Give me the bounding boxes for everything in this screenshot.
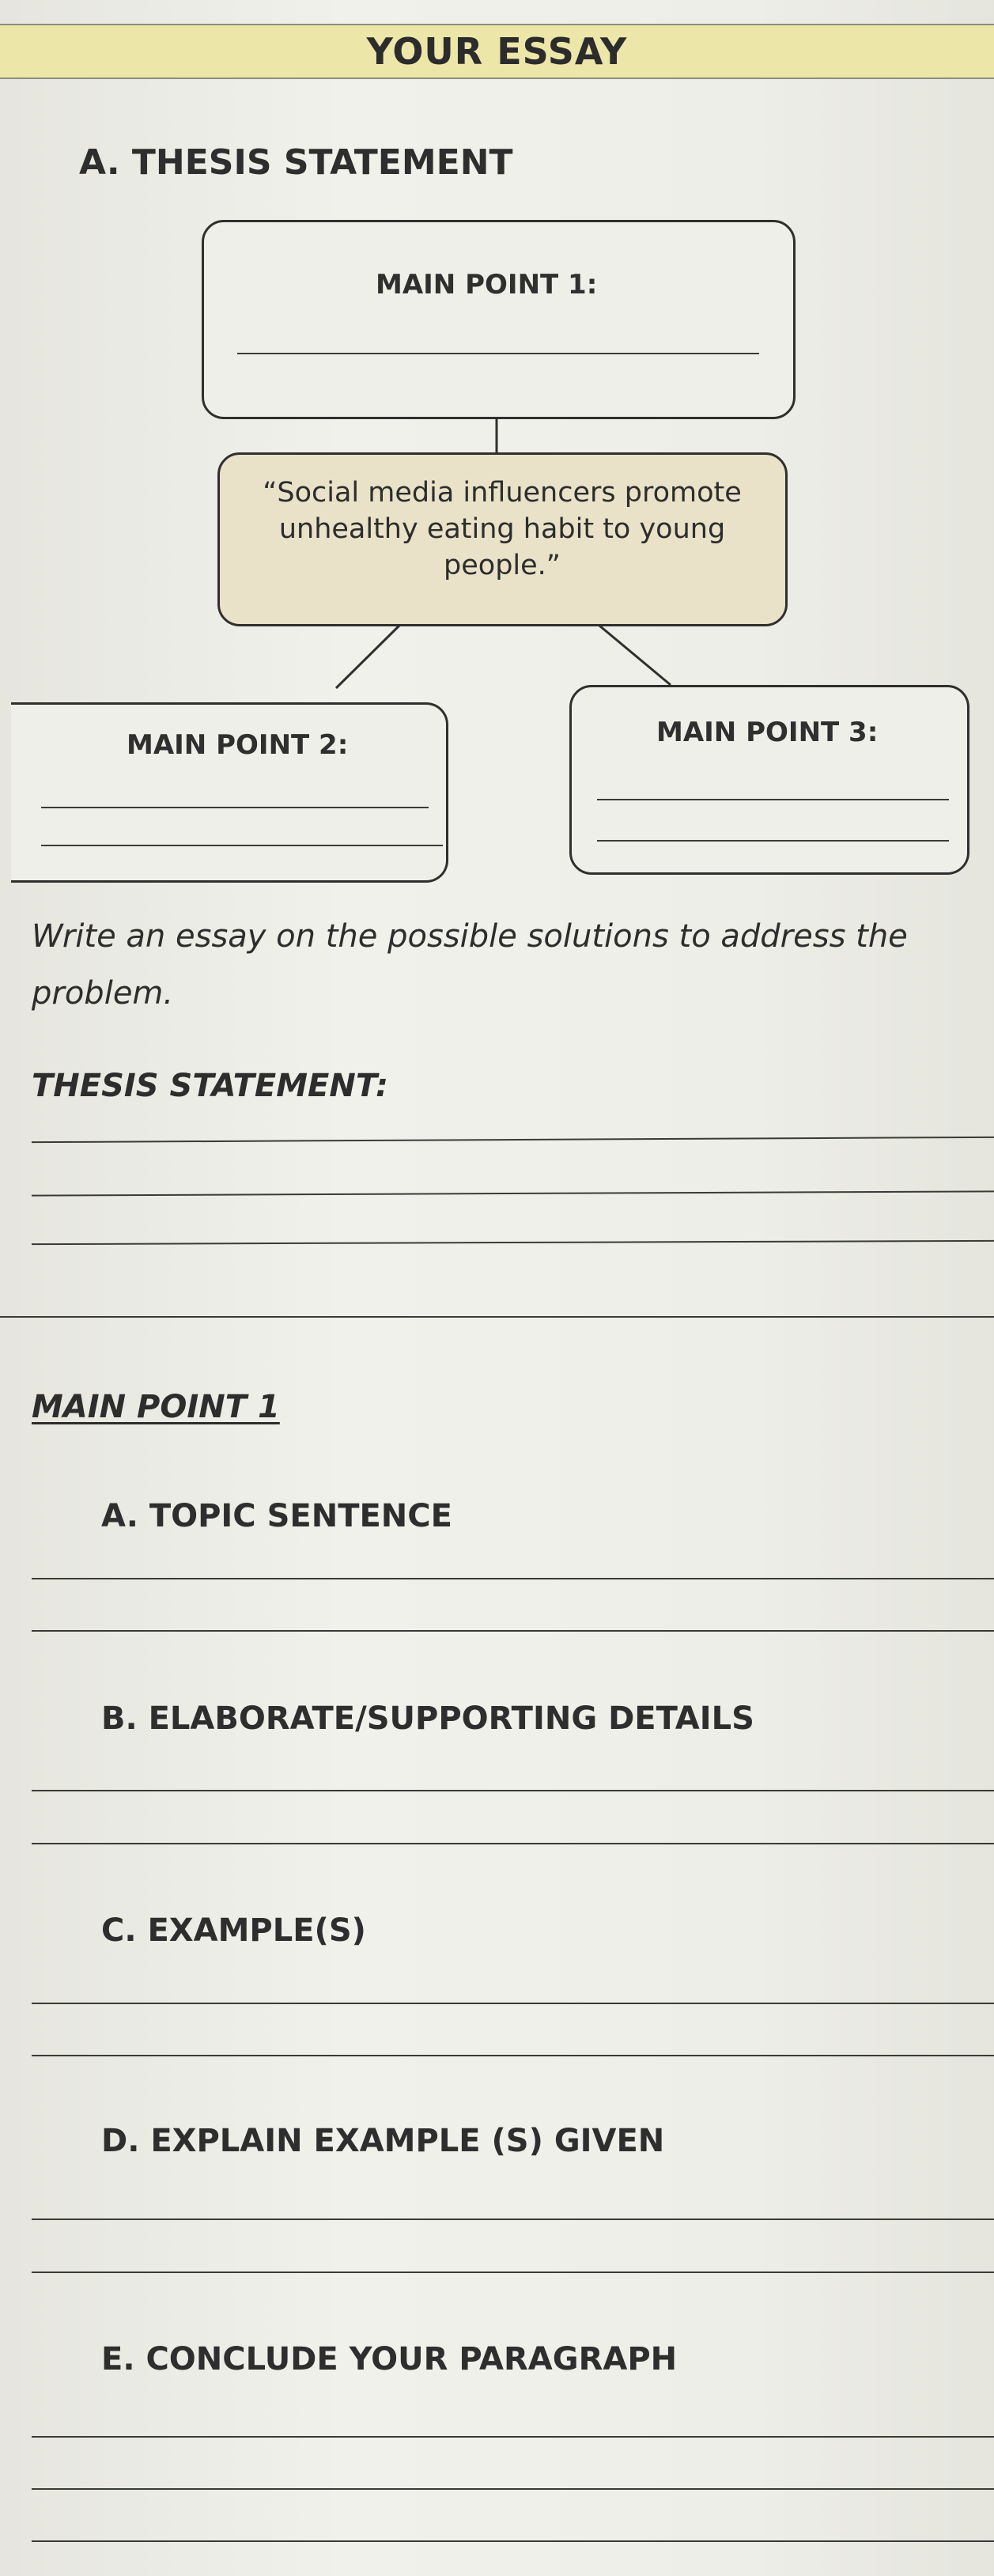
examples-line[interactable] [32,2003,994,2004]
examples-line[interactable] [32,2055,994,2056]
explain-examples-line[interactable] [32,2219,994,2220]
conclusion-line[interactable] [32,2488,994,2490]
thesis-quote: “Social media influencers promote unhealthy eating habit to young people.” [263,477,742,581]
main-point-1-title: MAIN POINT 1 [32,1389,280,1425]
examples-label: C. EXAMPLE(S) [101,1912,366,1949]
supporting-details-line[interactable] [32,1790,994,1791]
main-point-2-label: MAIN POINT 2: [127,729,349,761]
topic-sentence-line[interactable] [32,1578,994,1579]
page-title: YOUR ESSAY [366,30,628,73]
explain-examples-label: D. EXPLAIN EXAMPLE (S) GIVEN [101,2123,665,2159]
essay-instruction: Write an essay on the possible solutions to address the problem. [32,918,908,1012]
thesis-line[interactable] [32,1137,994,1143]
thesis-statement-heading: A. THESIS STATEMENT [79,142,513,183]
main-point-3-label: MAIN POINT 3: [656,717,879,748]
explain-examples-line[interactable] [32,2271,994,2273]
thesis-statement-label: THESIS STATEMENT: [32,1068,388,1104]
supporting-details-label: B. ELABORATE/SUPPORTING DETAILS [101,1700,754,1737]
thesis-line[interactable] [32,1240,994,1245]
thesis-line[interactable] [32,1190,994,1196]
main-point-3-blank[interactable] [597,840,949,842]
main-point-3-blank[interactable] [597,799,949,800]
supporting-details-line[interactable] [32,1843,994,1844]
conclusion-line[interactable] [32,2540,994,2542]
main-point-2-blank[interactable] [41,845,443,846]
topic-sentence-label: A. TOPIC SENTENCE [101,1498,452,1534]
conclusion-line[interactable] [32,2436,994,2438]
conclude-paragraph-label: E. CONCLUDE YOUR PARAGRAPH [101,2341,678,2377]
thesis-line[interactable] [0,1316,994,1318]
main-point-1-label: MAIN POINT 1: [376,269,598,301]
main-point-1-blank[interactable] [237,353,759,354]
topic-sentence-line[interactable] [32,1630,994,1632]
main-point-1-box [202,220,796,419]
main-point-2-blank[interactable] [41,807,429,808]
main-point-3-box [569,685,969,875]
